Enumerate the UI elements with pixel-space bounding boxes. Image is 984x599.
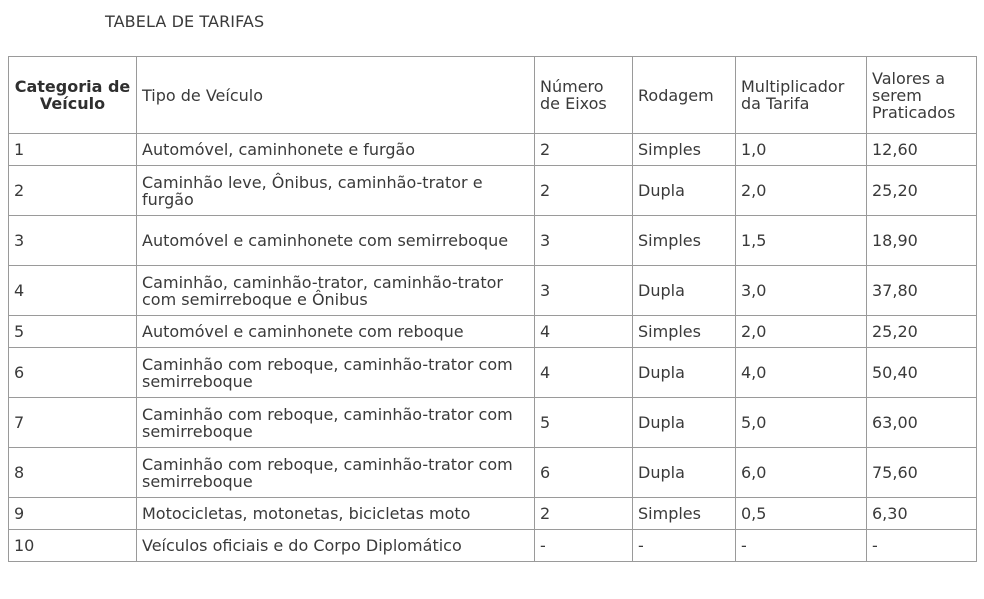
cell-valor: 18,90	[867, 216, 977, 266]
table-row	[9, 216, 977, 266]
header-valores: Valores a serem Praticados	[867, 57, 977, 134]
cell-multiplicador: -	[736, 530, 867, 562]
cell-tipo: Motocicletas, motonetas, bicicletas moto	[137, 498, 535, 530]
table-row	[9, 316, 977, 348]
cell-eixos: -	[535, 530, 633, 562]
cell-valor: 25,20	[867, 316, 977, 348]
page-title: TABELA DE TARIFAS	[105, 12, 265, 31]
cell-rodagem: Simples	[633, 498, 736, 530]
cell-tipo: Automóvel e caminhonete com semirreboque	[137, 216, 535, 266]
cell-categoria: 9	[9, 498, 137, 530]
cell-categoria: 10	[9, 530, 137, 562]
cell-valor: 6,30	[867, 498, 977, 530]
cell-rodagem: Simples	[633, 316, 736, 348]
table-row	[9, 134, 977, 166]
header-categoria: Categoria de Veículo	[9, 57, 137, 134]
cell-valor: 37,80	[867, 266, 977, 316]
cell-categoria: 2	[9, 166, 137, 216]
header-rodagem: Rodagem	[633, 57, 736, 134]
cell-multiplicador: 6,0	[736, 448, 867, 498]
cell-eixos: 4	[535, 316, 633, 348]
cell-categoria: 7	[9, 398, 137, 448]
header-eixos: Número de Eixos	[535, 57, 633, 134]
cell-categoria: 3	[9, 216, 137, 266]
table-row	[9, 348, 977, 398]
table-row	[9, 498, 977, 530]
cell-valor: 75,60	[867, 448, 977, 498]
cell-rodagem: -	[633, 530, 736, 562]
cell-multiplicador: 5,0	[736, 398, 867, 448]
cell-tipo: Caminhão leve, Ônibus, caminhão-trator e furgão	[137, 166, 535, 216]
cell-rodagem: Dupla	[633, 398, 736, 448]
cell-eixos: 5	[535, 398, 633, 448]
cell-eixos: 2	[535, 134, 633, 166]
cell-categoria: 5	[9, 316, 137, 348]
cell-tipo: Automóvel, caminhonete e furgão	[137, 134, 535, 166]
table-row	[9, 530, 977, 562]
cell-tipo: Caminhão, caminhão-trator, caminhão-trator com semirreboque e Ônibus	[137, 266, 535, 316]
cell-tipo: Caminhão com reboque, caminhão-trator com semirreboque	[137, 398, 535, 448]
cell-rodagem: Dupla	[633, 348, 736, 398]
table-row	[9, 398, 977, 448]
cell-valor: 25,20	[867, 166, 977, 216]
cell-eixos: 2	[535, 166, 633, 216]
tariff-table	[8, 56, 977, 562]
cell-tipo: Caminhão com reboque, caminhão-trator com semirreboque	[137, 448, 535, 498]
table-row	[9, 448, 977, 498]
header-tipo: Tipo de Veículo	[137, 57, 535, 134]
cell-multiplicador: 1,5	[736, 216, 867, 266]
cell-eixos: 6	[535, 448, 633, 498]
cell-rodagem: Simples	[633, 134, 736, 166]
cell-tipo: Caminhão com reboque, caminhão-trator com semirreboque	[137, 348, 535, 398]
cell-eixos: 4	[535, 348, 633, 398]
cell-categoria: 1	[9, 134, 137, 166]
cell-eixos: 2	[535, 498, 633, 530]
table-header-row	[9, 57, 977, 134]
cell-eixos: 3	[535, 216, 633, 266]
cell-valor: 63,00	[867, 398, 977, 448]
cell-rodagem: Simples	[633, 216, 736, 266]
cell-multiplicador: 4,0	[736, 348, 867, 398]
cell-rodagem: Dupla	[633, 166, 736, 216]
cell-valor: 50,40	[867, 348, 977, 398]
cell-multiplicador: 2,0	[736, 166, 867, 216]
cell-categoria: 6	[9, 348, 137, 398]
cell-valor: -	[867, 530, 977, 562]
cell-multiplicador: 2,0	[736, 316, 867, 348]
cell-categoria: 4	[9, 266, 137, 316]
table-row	[9, 166, 977, 216]
table-row	[9, 266, 977, 316]
header-multiplicador: Multiplicador da Tarifa	[736, 57, 867, 134]
cell-multiplicador: 1,0	[736, 134, 867, 166]
cell-valor: 12,60	[867, 134, 977, 166]
cell-tipo: Automóvel e caminhonete com reboque	[137, 316, 535, 348]
cell-multiplicador: 3,0	[736, 266, 867, 316]
cell-categoria: 8	[9, 448, 137, 498]
cell-rodagem: Dupla	[633, 266, 736, 316]
cell-multiplicador: 0,5	[736, 498, 867, 530]
cell-eixos: 3	[535, 266, 633, 316]
cell-rodagem: Dupla	[633, 448, 736, 498]
cell-tipo: Veículos oficiais e do Corpo Diplomático	[137, 530, 535, 562]
